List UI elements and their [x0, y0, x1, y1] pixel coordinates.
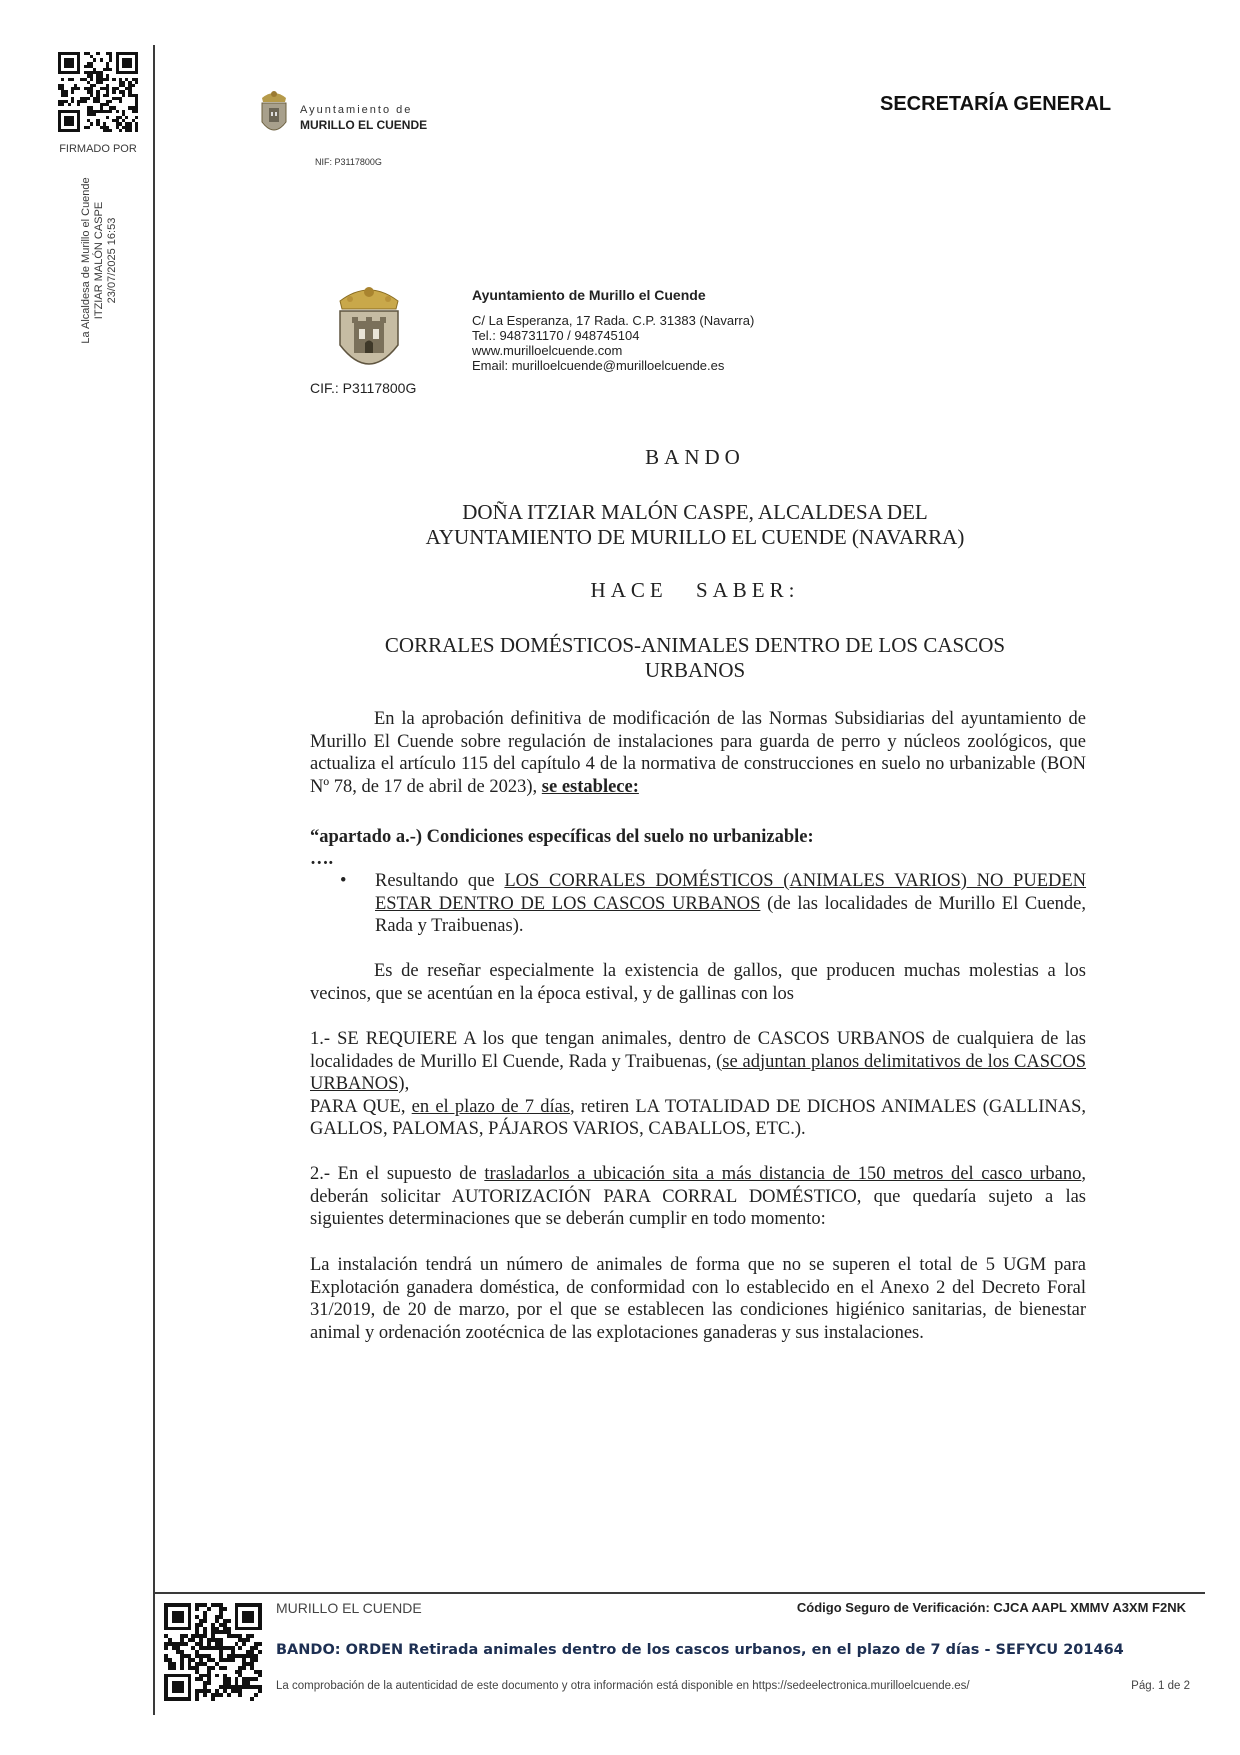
requirement-1-planos: (se adjuntan planos delimitativos de los CASCOS URBANOS), — [310, 1051, 1087, 1094]
requirement-1-para-que: PARA QUE, — [310, 1096, 406, 1117]
letterhead-address: C/ La Esperanza, 17 Rada. C.P. 31383 (Navarra) — [472, 313, 755, 328]
signature-block — [80, 168, 118, 353]
qr-code-top[interactable] — [58, 52, 138, 132]
letterhead-name: Ayuntamiento de Murillo el Cuende — [472, 287, 706, 303]
bullet-text-underlined: LOS CORRALES DOMÉSTICOS (ANIMALES VARIOS) NO PUEDEN ESTAR DENTRO DE LOS CASCOS URBANOS — [375, 871, 1087, 914]
paragraph-intro-emphasis: se establece: — [541, 776, 639, 797]
issuer-line-1: DOÑA ITZIAR MALÓN CASPE, ALCALDESA DEL — [462, 500, 928, 524]
letterhead-email[interactable]: Email: murilloelcuende@murilloelcuende.es — [472, 358, 725, 373]
footer-verification-code: Código Seguro de Verificación: CJCA AAPL XMMV A3XM F2NK — [796, 1600, 1186, 1615]
apartado-heading: “apartado a.-) Condiciones específicas del suelo no urbanizable: — [310, 827, 814, 847]
subject-line-2: URBANOS — [644, 658, 746, 682]
footer-entity: MURILLO EL CUENDE — [276, 1600, 422, 1616]
municipal-crest-large — [330, 283, 408, 381]
qr-code-verification[interactable] — [164, 1603, 262, 1701]
letterhead-contact-block — [472, 288, 754, 373]
footer-document-title: BANDO: ORDEN Retirada animales dentro de los cascos urbanos, en el plazo de 7 días - SEFYCU 201464 — [276, 1642, 1124, 1658]
subject-line-1: CORRALES DOMÉSTICOS-ANIMALES DENTRO DE LOS CASCOS — [384, 633, 1006, 657]
left-margin-rule — [153, 45, 155, 1715]
requirement-2-text: 2.- En el supuesto de — [310, 1164, 477, 1184]
paragraph-gallos: Es de reseñar especialmente la existencia de gallos, que producen muchas molestias a los vecinos, que se acentúan en la época estival, y de gallinas con los — [310, 961, 1086, 1004]
requirement-1-plazo: en el plazo de 7 días — [411, 1096, 571, 1117]
footer-rule — [153, 1592, 1205, 1594]
bullet-text-pre: Resultando que — [375, 871, 495, 891]
ellipsis: …. — [310, 849, 334, 869]
requirement-1-rest: , retiren LA TOTALIDAD DE DICHOS ANIMALES (GALLINAS, GALLOS, PALOMAS, PÁJAROS VARIOS, CABALLOS, ETC.). — [310, 1096, 1087, 1139]
signature-name: ITZIAR MALÓN CASPE — [93, 201, 105, 320]
footer-page-number: Pág. 1 de 2 — [1131, 1680, 1190, 1692]
bullet-text — [375, 870, 1086, 938]
letterhead-website[interactable]: www.murilloelcuende.com — [472, 343, 623, 358]
issuer-heading — [300, 500, 1090, 550]
letterhead-phone: Tel.: 948731170 / 948745104 — [472, 328, 640, 343]
cif-text: CIF.: P3117800G — [310, 380, 417, 396]
secretaria-general-heading: SECRETARÍA GENERAL — [880, 93, 1112, 115]
issuer-line-2: AYUNTAMIENTO DE MURILLO EL CUENDE (NAVARRA) — [425, 525, 965, 549]
requirement-2-rest: , deberán solicitar AUTORIZACIÓN PARA CORRAL DOMÉSTICO, que quedaría sujeto a las siguientes determinaciones que se deberán cumplir en todo momento: — [310, 1164, 1087, 1229]
signature-role: La Alcaldesa de Murillo el Cuende — [80, 177, 92, 344]
logo-text-ayuntamiento: Ayuntamiento de — [300, 104, 413, 116]
requirement-1-text: 1.- SE REQUIERE A los que tengan animales, dentro de CASCOS URBANOS de cualquiera de las localidades de Murillo El Cuende, Rada y Traibuenas, — [310, 1029, 1086, 1072]
municipal-crest-logo-small — [258, 88, 290, 140]
footer-authenticity-note[interactable]: La comprobación de la autenticidad de este documento y otra información está disponible en https://sedeelectronica.murilloelcuende.es/ — [276, 1680, 970, 1692]
hace-saber-heading: HACE SABER: — [590, 578, 800, 602]
paragraph-installation: La instalación tendrá un número de animales de forma que no se superen el total de 5 UGM para Explotación ganadera doméstica, de conformidad con lo establecido en el Anexo 2 del Decreto Foral 31/2019, de 20 de marzo, por el que se establecen las condiciones higiénico sanitarias, de bienestar animal y ordenación zootécnica de las explotaciones ganaderas y sus instalaciones. — [310, 1255, 1086, 1343]
document-type-heading: BANDO — [645, 445, 745, 469]
firmado-por-label: FIRMADO POR — [59, 143, 137, 155]
paragraph-requirement-1 — [310, 1028, 1086, 1141]
paragraph-intro — [310, 708, 1086, 798]
bullet-icon: • — [340, 871, 347, 891]
paragraph-intro-text: En la aprobación definitiva de modificación de las Normas Subsidiarias del ayuntamiento de Murillo El Cuende sobre regulación de instalaciones para guarda de perro y núcleos zoológicos, que actualiza el artículo 115 del capítulo 4 de la normativa de construcciones en suelo no urbanizable (BON Nº 78, de 17 de abril de 2023), — [310, 709, 1086, 797]
subject-heading — [300, 633, 1090, 683]
signature-date: 23/07/2025 16:53 — [106, 217, 118, 304]
nif-text: NIF: P3117800G — [315, 157, 382, 167]
logo-text-municipality: MURILLO EL CUENDE — [300, 118, 428, 132]
requirement-2-distance: trasladarlos a ubicación sita a más distancia de 150 metros del casco urbano — [484, 1164, 1082, 1184]
bullet-text-post: (de las localidades de Murillo El Cuende, Rada y Traibuenas). — [375, 893, 1087, 936]
paragraph-requirement-2 — [310, 1163, 1086, 1231]
